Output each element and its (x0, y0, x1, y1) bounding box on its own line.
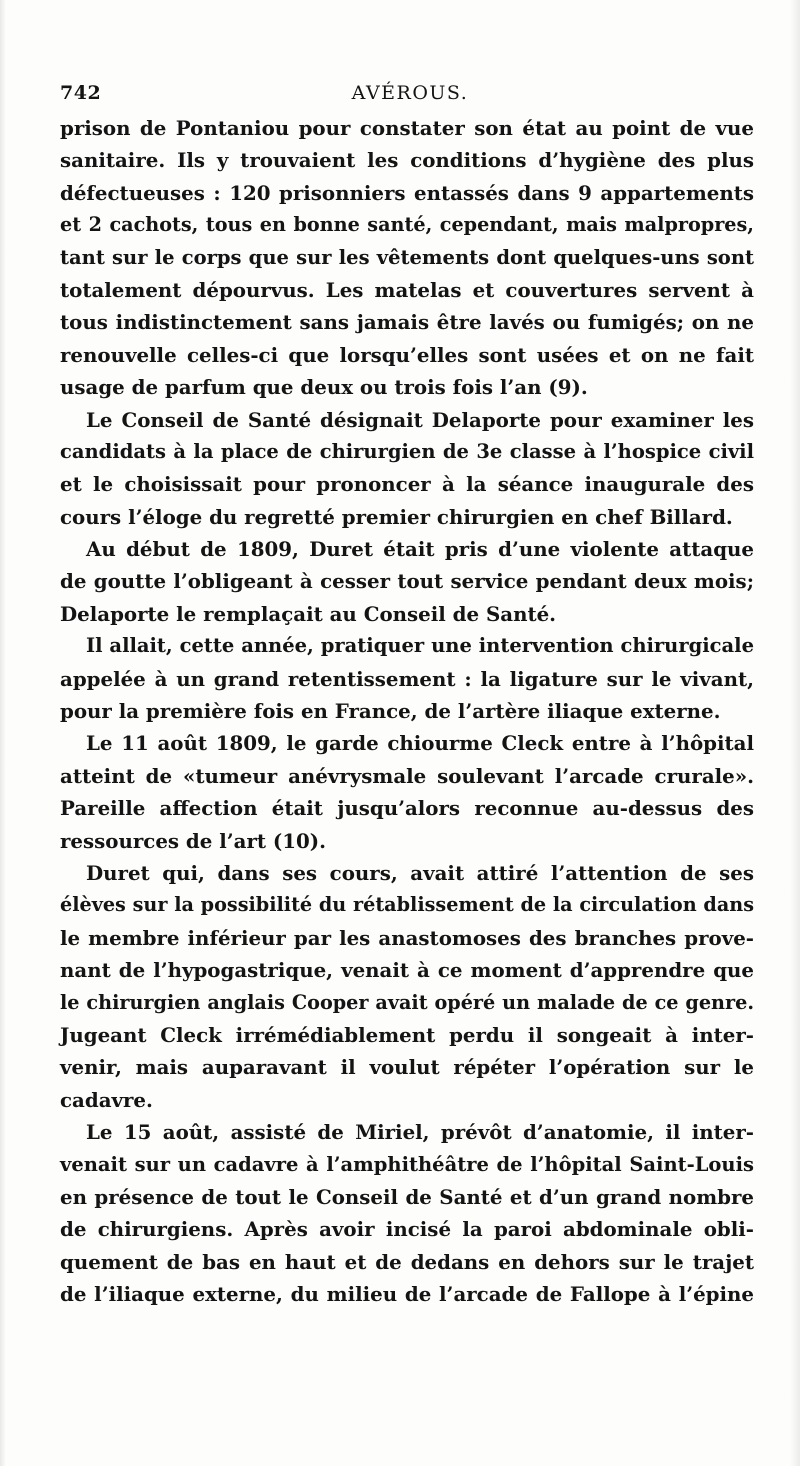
text-line: Le Conseil de Santé désignait Delaporte pour examiner les (86, 407, 754, 432)
text-line: et le choisissait pour prononcer à la séance inaugurale des (60, 472, 754, 497)
text-line: tous indistinctement sans jamais être lavés ou fumigés; on ne (60, 310, 754, 335)
text-line: ressources de l’art (10). (60, 828, 327, 853)
text-line: en présence de tout le Conseil de Santé et d’un grand nombre (60, 1184, 754, 1209)
text-line: cadavre. (60, 1087, 153, 1112)
text-line: venait sur un cadavre à l’amphithéâtre de l’hôpital Saint-Louis (60, 1152, 754, 1176)
text-line: sanitaire. Ils y trouvaient les conditions d’hygiène des plus (60, 148, 754, 173)
text-line: Duret qui, dans ses cours, avait attiré l’attention de ses (86, 860, 754, 885)
page-header (60, 82, 760, 112)
scan-edge-left (0, 0, 6, 1466)
text-line: cours l’éloge du regretté premier chirurgien en chef Billard. (60, 504, 733, 529)
scan-edge-right (790, 0, 800, 1466)
text-line: quement de bas en haut et de dedans en dehors sur le trajet (60, 1249, 754, 1274)
page-number: 742 (60, 82, 102, 104)
text-line: totalement dépourvus. Les matelas et couvertures servent à (60, 277, 754, 302)
text-line: le chirurgien anglais Cooper avait opéré un malade de ce genre. (60, 990, 754, 1014)
text-line: Le 15 août, assisté de Miriel, prévôt d’anatomie, il inter- (86, 1120, 754, 1145)
text-line: renouvelle celles-ci que lorsqu’elles sont usées et on ne fait (60, 342, 754, 367)
body-text (60, 112, 754, 1310)
text-line: élèves sur la possibilité du rétablissement de la circulation dans (60, 893, 754, 917)
text-line: le membre inférieur par les anastomoses des branches prove- (60, 925, 754, 950)
text-line: venir, mais auparavant il voulut répéter l’opération sur le (60, 1055, 754, 1080)
text-line: usage de parfum que deux ou trois fois l’an (9). (60, 375, 588, 400)
text-line: appelée à un grand retentissement : la ligature sur le vivant, (60, 666, 754, 691)
text-line: atteint de «tumeur anévrysmale soulevant l’arcade crurale». (60, 763, 754, 788)
text-line: nant de l’hypogastrique, venait à ce moment d’apprendre que (60, 958, 754, 983)
text-line: Il allait, cette année, pratiquer une intervention chirurgicale (86, 634, 754, 658)
text-line: de goutte l’obligeant à cesser tout service pendant deux mois; (60, 569, 754, 594)
text-line: Au début de 1809, Duret était pris d’une violente attaque (86, 537, 754, 562)
running-head: AVÉROUS. (351, 82, 469, 104)
text-line: Delaporte le remplaçait au Conseil de Santé. (60, 601, 557, 626)
text-line: prison de Pontaniou pour constater son état au point de vue (60, 116, 754, 140)
text-line: défectueuses : 120 prisonniers entassés dans 9 appartements (60, 180, 754, 205)
text-line: de l’iliaque externe, du milieu de l’arcade de Fallope à l’épine (60, 1282, 754, 1307)
text-line: tant sur le corps que sur les vêtements dont quelques-uns sont (60, 245, 754, 269)
text-line: de chirurgiens. Après avoir incisé la paroi abdominale obli- (60, 1217, 754, 1242)
text-line: Le 11 août 1809, le garde chiourme Cleck entre à l’hôpital (86, 731, 754, 756)
text-line: Jugeant Cleck irrémédiablement perdu il songeait à inter- (60, 1022, 754, 1047)
text-line: Pareille affection était jusqu’alors reconnue au-dessus des (60, 796, 754, 821)
text-line: et 2 cachots, tous en bonne santé, cependant, mais malpropres, (60, 213, 754, 237)
text-line: candidats à la place de chirurgien de 3e classe à l’hospice civil (60, 439, 754, 463)
text-line: pour la première fois en France, de l’artère iliaque externe. (60, 699, 721, 724)
